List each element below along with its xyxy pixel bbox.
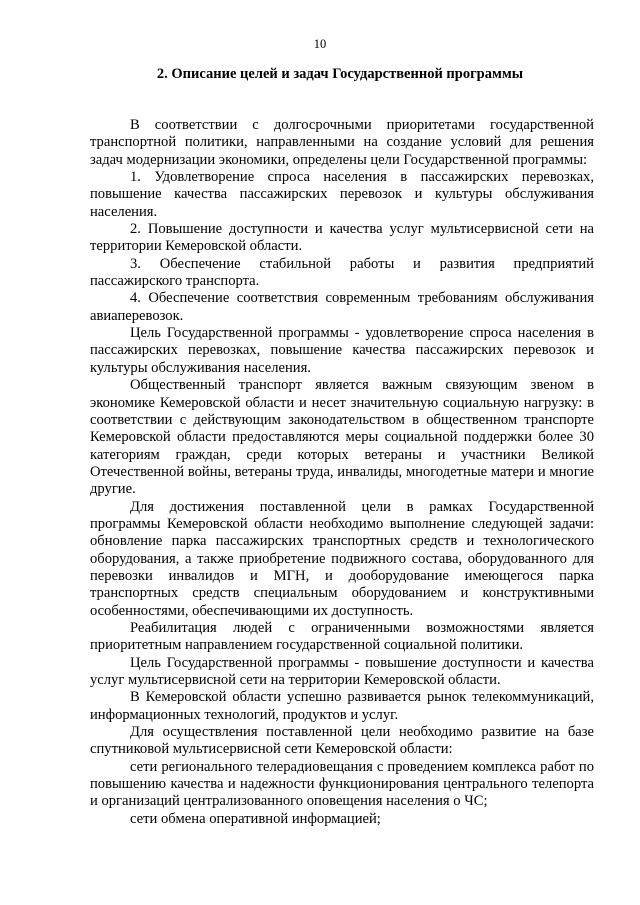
paragraph-info-exchange: сети обмена оперативной информацией; — [130, 810, 381, 827]
paragraph-goal-1: 1. Удовлетворение спроса населения в пассажирских перевозках, повышение качества пассажирских перевозок и культуры обслуживания населения. — [90, 169, 594, 220]
paragraph-development: Для осуществления поставленной цели необходимо развитие на базе спутниковой мультисервисной сети Кемеровской области: — [90, 724, 594, 758]
section-heading: 2. Описание целей и задач Государственной программы — [156, 66, 524, 82]
paragraph-rehabilitation: Реабилитация людей с ограниченными возможностями является приоритетным направлением государственной социальной политики. — [90, 619, 594, 654]
paragraph-goal-2: 2. Повышение доступности и качества услуг мультисервисной сети на территории Кемеровской области. — [90, 221, 594, 255]
paragraph-network-goal: Цель Государственной программы - повышение доступности и качества услуг мультисервисной сети на территории Кемеровской области. — [90, 654, 594, 688]
page-number: 10 — [313, 37, 327, 51]
paragraph-task: Для достижения поставленной цели в рамках Государственной программы Кемеровской области необходимо выполнение следующей задачи: обновление парка пассажирских транспортных средств и технологического оборудования, а также приобретение подвижного состава, оборудованного для перевозки инвалидов и МГН, и дооборудование имеющегося парка транспортных средств специальным оборудованием и конструктивными особенностями, обеспечивающими их доступность. — [90, 498, 594, 619]
paragraph-goal-3: 3. Обеспечение стабильной работы и развития предприятий пассажирского транспорта. — [90, 255, 594, 290]
paragraph-public-transport: Общественный транспорт является важным связующим звеном в экономике Кемеровской области и несет значительную социальную нагрузку: в соответствии с действующим законодательством в общественном транспорте Кемеровской области предоставляются меры социальной поддержки более 30 категориям граждан, среди которых ветераны и участники Великой Отечественной войны, ветераны труда, инвалиды, многодетные матери и многие другие. — [90, 377, 594, 498]
paragraph-telecom-market: В Кемеровской области успешно развивается рынок телекоммуникаций, информационных технологий, продуктов и услуг. — [90, 689, 594, 723]
paragraph-intro: В соответствии с долгосрочными приоритетами государственной транспортной политики, направленными на создание условий для решения задач модернизации экономики, определены цели Государственной программы: — [90, 117, 594, 168]
paragraph-goal-4: 4. Обеспечение соответствия современным требованиям обслуживания авиаперевозок. — [90, 290, 594, 324]
section-body — [90, 117, 594, 828]
paragraph-broadcast-network: сети регионального телерадиовещания с проведением комплекса работ по повышению качества и надежности функционирования центрального телепорта и организаций централизованного оповещения населения о ЧС; — [90, 758, 594, 810]
paragraph-program-goal: Цель Государственной программы - удовлетворение спроса населения в пассажирских перевозках, повышение качества пассажирских перевозок и культуры обслуживания населения. — [90, 325, 594, 376]
